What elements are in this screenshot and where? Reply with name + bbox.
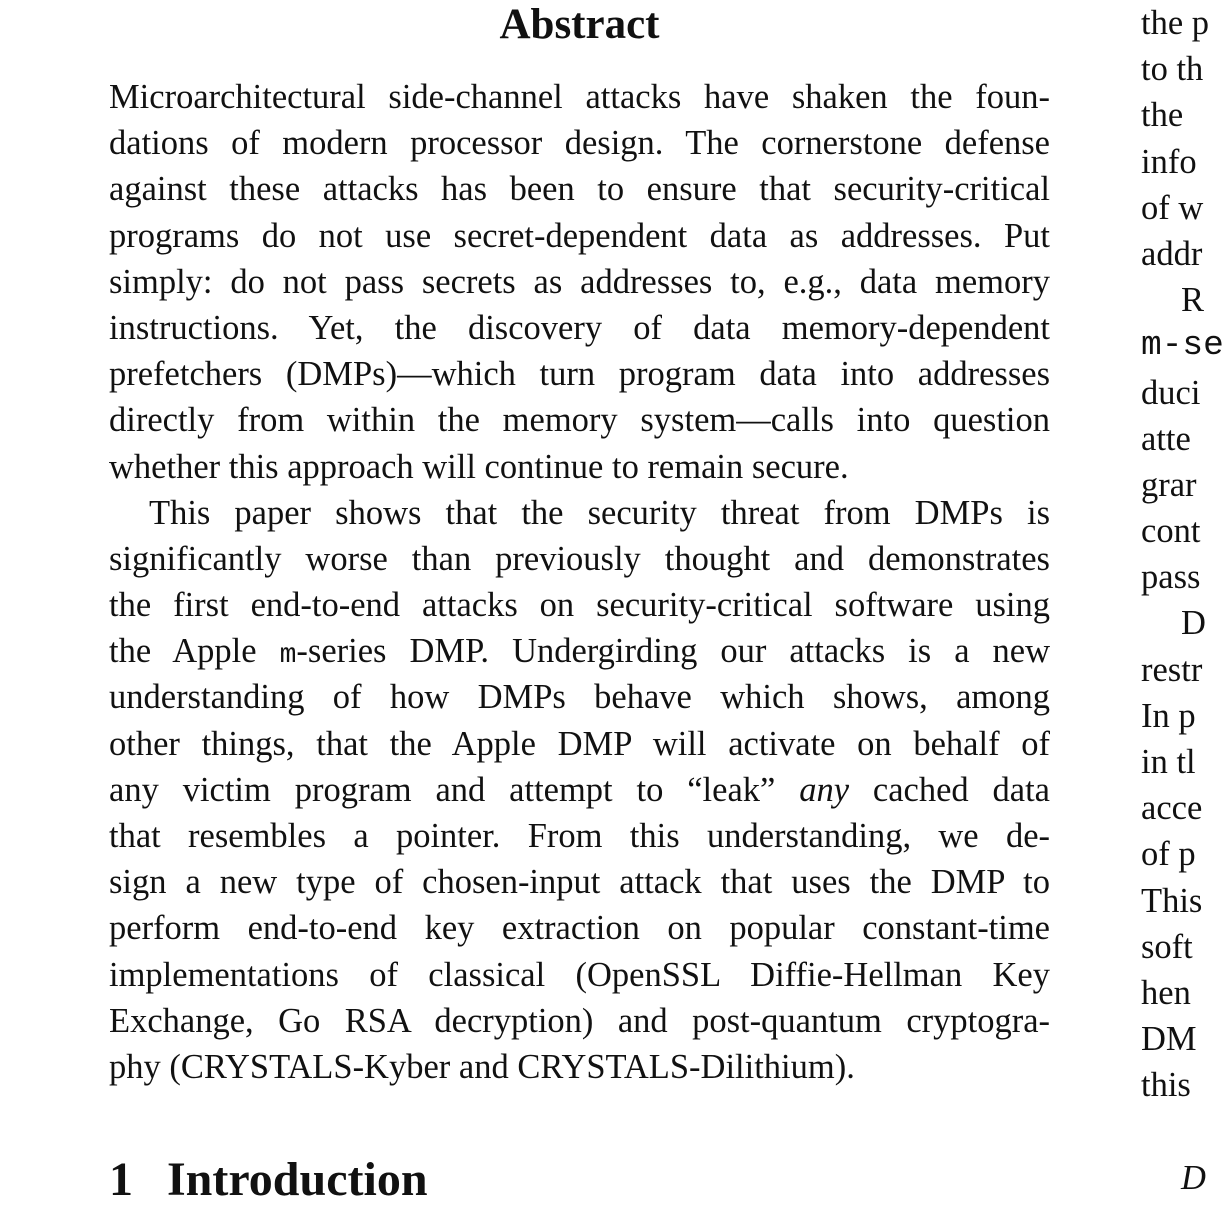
text-span: any victim program and attempt to “leak” (109, 770, 800, 809)
text-line: that resembles a pointer. From this understanding, we de- (109, 817, 1050, 855)
section-title: Introduction (167, 1153, 428, 1206)
introduction-heading (109, 1150, 428, 1210)
text-line: Exchange, Go RSA decryption) and post-quantum cryptogra- (109, 1001, 1050, 1040)
text-line: understanding of how DMPs behave which shows, among (109, 678, 1050, 717)
right-column-line: soft (1141, 927, 1193, 966)
text-line: perform end-to-end key extraction on popular constant-time (109, 909, 1050, 948)
right-column-clipped (1141, 0, 1224, 1201)
text-line: significantly worse than previously thought and demonstrates (109, 539, 1050, 578)
right-column-line (1141, 1155, 1221, 1201)
right-column-line: addr (1141, 234, 1203, 273)
right-column-line: the p (1141, 4, 1210, 42)
right-column-line (1141, 1109, 1221, 1155)
right-column-line: atte (1141, 419, 1191, 458)
right-column-line: cont (1141, 512, 1201, 551)
text-line: the first end-to-end attacks on security-critical software using (109, 586, 1050, 625)
text-span: -series DMP. Undergirding our attacks is a new (296, 632, 1051, 671)
right-column-line: to th (1141, 50, 1204, 89)
text-line: simply: do not pass secrets as addresses to, e.g., data memory (109, 262, 1050, 301)
abstract-section (109, 0, 1050, 1090)
abstract-paragraph-1 (109, 74, 1050, 490)
right-column-line: hen (1141, 973, 1191, 1012)
text-line: Microarchitectural side-channel attacks have shaken the foun- (109, 78, 1050, 116)
text-line: whether this approach will continue to remain secure. (109, 447, 849, 486)
text-line: phy (CRYSTALS-Kyber and CRYSTALS-Dilithium). (109, 1047, 855, 1086)
text-line: directly from within the memory system—calls into question (109, 401, 1050, 440)
text-line: prefetchers (DMPs)—which turn program data into addresses (109, 355, 1050, 394)
text-line: against these attacks has been to ensure that security-critical (109, 170, 1050, 209)
text-line: dations of modern processor design. The cornerstone defense (109, 124, 1050, 163)
text-line: instructions. Yet, the discovery of data memory-dependent (109, 308, 1050, 347)
text-line: sign a new type of chosen-input attack that uses the DMP to (109, 863, 1050, 902)
right-column-line: of p (1141, 835, 1196, 874)
right-column-line: pass (1141, 558, 1201, 597)
text-line (109, 628, 1050, 674)
right-column-line: R (1181, 281, 1205, 320)
abstract-heading: Abstract (499, 1, 660, 48)
right-column-line: In p (1141, 696, 1196, 735)
text-line: programs do not use secret-dependent data as addresses. Put (109, 216, 1050, 255)
right-column-line: DM (1141, 1020, 1197, 1059)
code-span: m (279, 640, 297, 672)
text-line: other things, that the Apple DMP will activate on behalf of (109, 724, 1050, 763)
text-line: This paper shows that the security threat from DMPs is (149, 493, 1050, 532)
right-column-line: This (1141, 881, 1203, 920)
text-span: cached data (849, 770, 1050, 809)
text-line: implementations of classical (OpenSSL Diffie-Hellman Key (109, 955, 1050, 994)
right-column-line: this (1141, 1066, 1191, 1105)
emphasis-span: D (1181, 1158, 1206, 1197)
abstract-paragraph-2 (109, 490, 1050, 1090)
right-column-line: D (1181, 604, 1206, 643)
right-column-line: restr (1141, 650, 1203, 689)
right-column-line: of w (1141, 188, 1204, 227)
right-column-line: acce (1141, 789, 1203, 828)
section-number: 1 (109, 1153, 133, 1206)
right-column-line: in tl (1141, 743, 1196, 781)
right-column-line: m-se (1141, 326, 1224, 366)
text-line (109, 767, 1050, 813)
right-column-line: info (1141, 142, 1197, 181)
right-column-line: duci (1141, 373, 1201, 412)
emphasis-span: any (799, 770, 850, 809)
text-span: the Apple (109, 632, 280, 671)
right-column-line: grar (1141, 465, 1197, 504)
right-column-line: the (1141, 96, 1184, 135)
